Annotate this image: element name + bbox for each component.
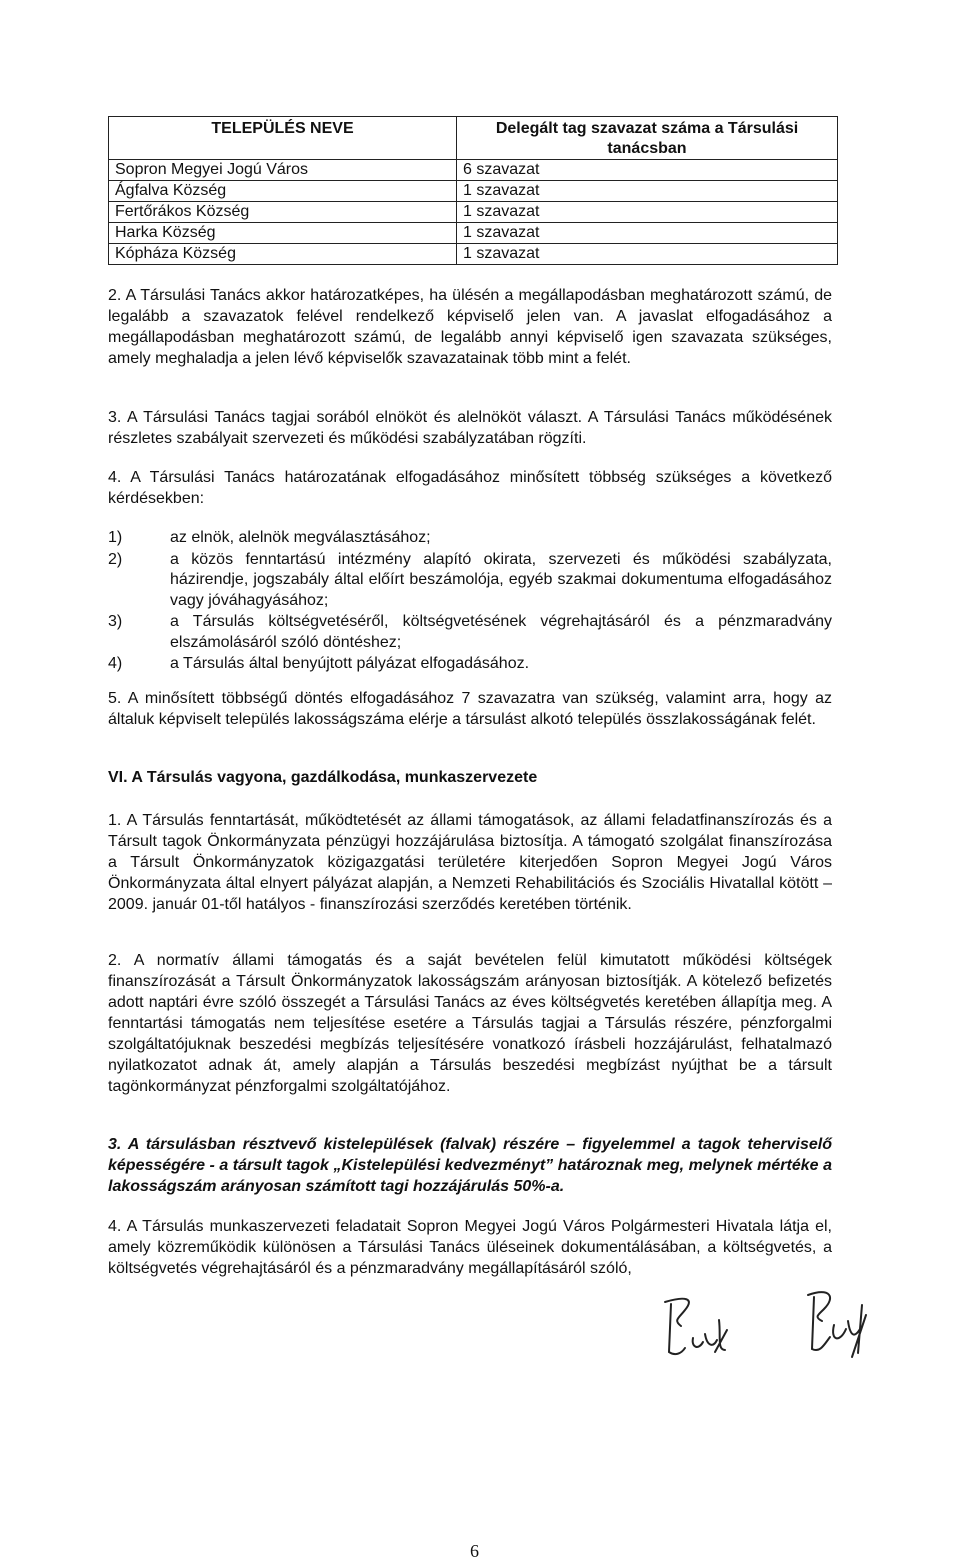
paragraph-4 xyxy=(108,467,832,509)
table-cell-votes: 1 szavazat xyxy=(457,223,838,244)
list-item-text: a Társulás költségvetéséről, költségvetésének végrehajtásáról és a pénzmaradvány elszámolásáról szóló döntéshez; xyxy=(170,613,832,651)
list-item-number: 4) xyxy=(108,655,123,672)
table-cell-settlement: Sopron Megyei Jogú Város xyxy=(109,160,457,181)
table-row xyxy=(109,223,838,244)
table-row xyxy=(109,244,838,265)
table-row xyxy=(109,202,838,223)
list-item-text: az elnök, alelnök megválasztásához; xyxy=(170,529,431,546)
list-item-text: a Társulás által benyújtott pályázat elfogadásához. xyxy=(170,655,530,672)
paragraph-text: 2. A Társulási Tanács akkor határozatképes, ha ülésén a megállapodásban meghatározott számú, de legalább a szavazatok felével rendelkező képviselő jelen van. A javaslat elfogadásához a megállapodásban meghatározott számú, de legalább annyi képviselő igen szavazata szükséges, amely meghaladja a jelen lévő képviselők szavazatainak több mint a felét. xyxy=(108,287,832,367)
paragraph-3 xyxy=(108,407,832,449)
list-item-number: 3) xyxy=(108,613,123,630)
list-item xyxy=(108,654,832,675)
list-item-number: 1) xyxy=(108,529,123,546)
section-paragraph-4 xyxy=(108,1216,832,1279)
list-item xyxy=(108,528,832,549)
section-title: VI. A Társulás vagyona, gazdálkodása, munkaszervezete xyxy=(108,769,538,786)
paragraph-5 xyxy=(108,688,832,730)
qualified-majority-list xyxy=(108,528,832,676)
table-row xyxy=(109,160,838,181)
table-cell-settlement: Fertőrákos Község xyxy=(109,202,457,223)
section-paragraph-2 xyxy=(108,950,832,1097)
handwritten-initials-signature xyxy=(655,1290,750,1365)
table-cell-votes: 6 szavazat xyxy=(457,160,838,181)
paragraph-text: 5. A minősített többségű döntés elfogadásához 7 szavazatra van szükség, valamint arra, hogy az általuk képviselt település lakosságszáma elérje a társulást alkotó település összlakosságának felét. xyxy=(108,690,832,728)
votes-table xyxy=(108,116,838,265)
table-header-settlement: TELEPÜLÉS NEVE xyxy=(109,117,457,160)
table-header-row xyxy=(109,117,838,160)
section-paragraph-3 xyxy=(108,1134,832,1197)
paragraph-text: 3. A társulásban résztvevő kistelepülések (falvak) részére – figyelemmel a tagok teherviselő képességére - a társult tagok „Kistelepülési kedvezményt” határoznak meg, melynek mértéke a lakosságszám arányosan számított tagi hozzájárulás 50%-a. xyxy=(108,1136,832,1195)
table-cell-settlement: Kópháza Község xyxy=(109,244,457,265)
page-number: 6 xyxy=(470,1541,479,1561)
table-header-votes: Delegált tag szavazat száma a Társulási tanácsban xyxy=(457,117,838,160)
table-cell-votes: 1 szavazat xyxy=(457,202,838,223)
paragraph-text: 4. A Társulás munkaszervezeti feladatait Sopron Megyei Jogú Város Polgármesteri Hivatala látja el, amely közreműködik különösen a Társulási Tanács üléseinek dokumentálásában, a költségvetés, a költségvetés végrehajtásáról és a pénzmaradvány megállapításáról szóló, xyxy=(108,1218,832,1277)
table-cell-settlement: Ágfalva Község xyxy=(109,181,457,202)
list-item-text: a közös fenntartású intézmény alapító okirata, szervezeti és működési szabályzata, házirendje, jogszabály által előírt beszámolója, egyéb szakmai dokumentuma elfogadásához vagy jóváhagyásához; xyxy=(170,550,832,609)
list-item xyxy=(108,612,832,653)
table-cell-votes: 1 szavazat xyxy=(457,181,838,202)
table-row xyxy=(109,181,838,202)
paragraph-text: 2. A normatív állami támogatás és a saját bevételen felül kimutatott működési költségek finanszírozását a Társult Önkormányzatok lakosságszám arányosan biztosítják. A kötelező befizetés adott naptári évre szóló összegét a Társulási Tanács az éves költségvetés keretében állapítja meg. A fenntartási támogatás nem teljesítése esetére a Társulás tagjai a Társulás részére, pénzforgalmi szolgáltatójuknak beszedési megbízás teljesítésére vonatkozó írásbeli hozzájárulást, felhatalmazó nyilatkozatot adnak át, amely alapján a Társulás beszedési megbízást nyújthat be a társult tagönkormányzat pénzforgalmi szolgáltatójához. xyxy=(108,952,832,1095)
paragraph-2 xyxy=(108,285,832,369)
table-cell-settlement: Harka Község xyxy=(109,223,457,244)
section-paragraph-1 xyxy=(108,810,832,915)
list-item xyxy=(108,550,832,612)
list-item-number: 2) xyxy=(108,550,123,568)
paragraph-text: 3. A Társulási Tanács tagjai sorából elnököt és alelnököt választ. A Társulási Tanács működésének részletes szabályait szervezeti és működési szabályzatában rögzíti. xyxy=(108,409,832,447)
table-cell-votes: 1 szavazat xyxy=(457,244,838,265)
handwritten-initials-signature xyxy=(800,1285,880,1365)
paragraph-text: 1. A Társulás fenntartását, működtetését az állami támogatások, az állami feladatfinanszírozás és a Társult tagok Önkormányzata pénzügyi hozzájárulása biztosítja. A támogató szolgálat finanszírozása a Társult Önkormányzatok közigazgatási területére kiterjedően Sopron Megyei Jogú Város Önkormányzata által elnyert pályázat alapján, a Nemzeti Rehabilitációs és Szociális Hivatallal kötött – 2009. január 01-től hatályos - finanszírozási szerződés keretében történik. xyxy=(108,812,832,913)
paragraph-text: 4. A Társulási Tanács határozatának elfogadásához minősített többség szükséges a következő kérdésekben: xyxy=(108,469,832,507)
